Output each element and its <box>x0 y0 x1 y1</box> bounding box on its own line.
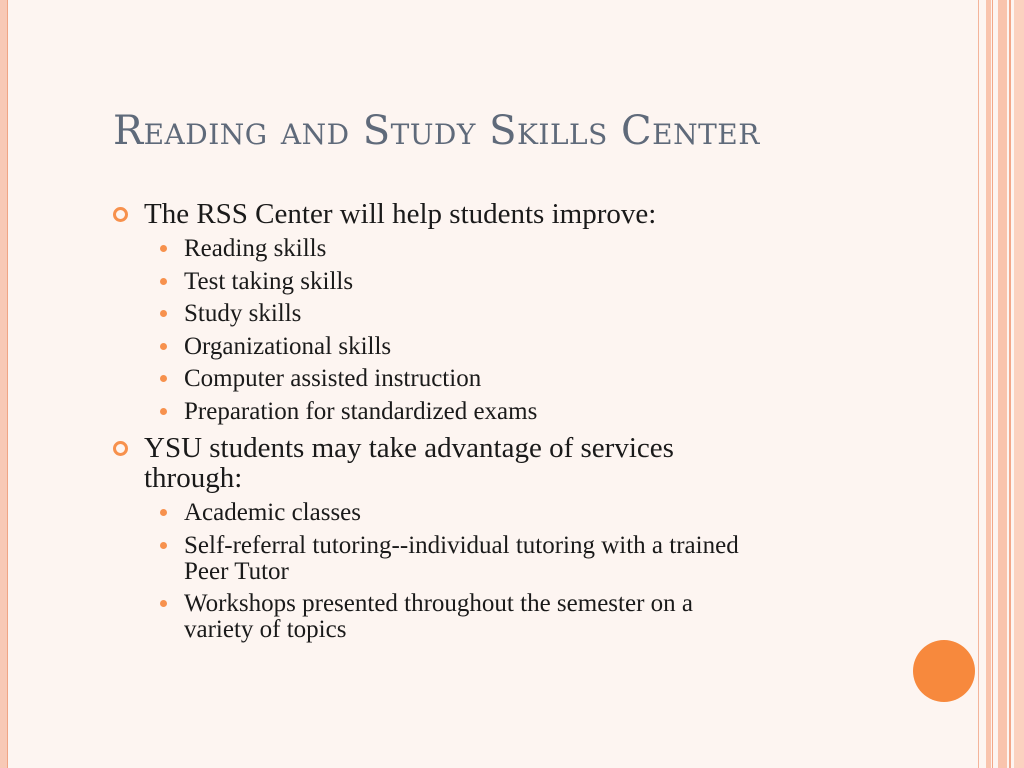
filled-dot-bullet-icon <box>160 278 167 285</box>
list-item-line: variety of topics <box>184 616 347 643</box>
filled-dot-bullet-icon <box>160 542 167 549</box>
slide-title: Reading and Study Skills Center <box>113 108 760 154</box>
filled-dot-bullet-icon <box>160 343 167 350</box>
list-item: Reading skills <box>184 235 327 262</box>
decorative-circle <box>913 640 975 702</box>
hollow-circle-bullet-icon <box>113 441 128 456</box>
filled-dot-bullet-icon <box>160 408 167 415</box>
section-heading-line: YSU students may take advantage of services <box>144 432 674 464</box>
list-item-line: Self-referral tutoring--individual tutoring with a trained <box>184 532 739 559</box>
section-heading-line: through: <box>144 462 243 494</box>
list-item: Computer assisted instruction <box>184 365 482 392</box>
filled-dot-bullet-icon <box>160 310 167 317</box>
filled-dot-bullet-icon <box>160 600 167 607</box>
filled-dot-bullet-icon <box>160 375 167 382</box>
list-item: Test taking skills <box>184 268 354 295</box>
list-item-line: Workshops presented throughout the semester on a <box>184 590 693 617</box>
list-item-line: Peer Tutor <box>184 558 289 585</box>
list-item: Academic classes <box>184 499 362 526</box>
filled-dot-bullet-icon <box>160 245 167 252</box>
list-item: Preparation for standardized exams <box>184 398 538 425</box>
filled-dot-bullet-icon <box>160 509 167 516</box>
list-item: Study skills <box>184 300 302 327</box>
hollow-circle-bullet-icon <box>113 207 128 222</box>
list-item: Organizational skills <box>184 333 392 360</box>
section-heading-line: The RSS Center will help students improve: <box>144 198 657 230</box>
